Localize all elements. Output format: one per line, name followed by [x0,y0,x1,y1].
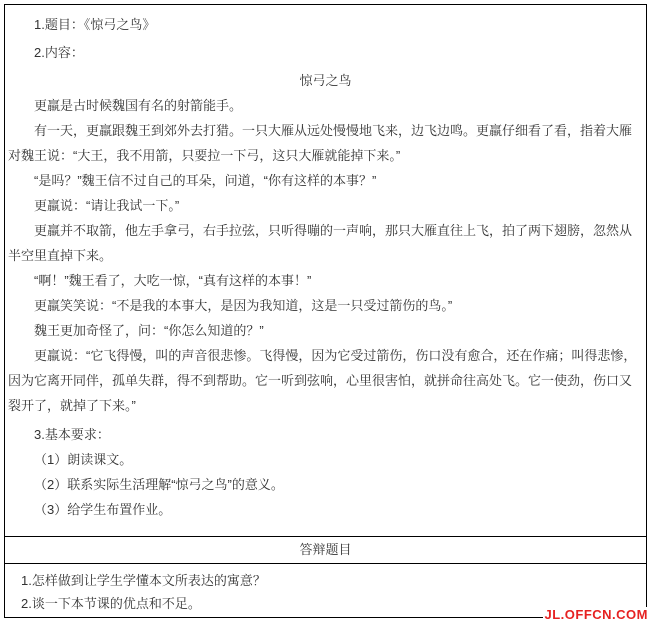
story-title: 惊弓之鸟 [299,73,352,88]
requirement-item: （2）联系实际生活理解“惊弓之鸟”的意义。 [34,477,284,492]
defense-question: 1.怎样做到让学生学懂本文所表达的寓意？ [21,573,266,588]
question-title-line: 1.题目：《惊弓之鸟》 [34,17,156,32]
requirement-item: （3）给学生布置作业。 [34,502,172,517]
defense-section-title: 答辩题目 [5,536,646,563]
defense-question: 2.谈一下本节课的优点和不足。 [21,596,201,611]
question-content-cell [5,5,646,536]
story-paragraph: 更羸说：“它飞得慢，叫的声音很悲惨。飞得慢，因为它受过箭伤，伤口没有愈合，还在作痛；叫得悲惨，因为它离开同伴，孤单失群，得不到帮助。它一听到弦响，心里很害怕，就拼命往高处飞。它一使劲，伤口又裂开了，就掉了下来。” [8,348,637,413]
requirements-label: 3.基本要求： [34,427,110,442]
question-content-label: 2.内容： [34,45,84,60]
story-paragraph: 更羸笑笑说：“不是我的本事大，是因为我知道，这是一只受过箭伤的鸟。” [34,298,453,313]
story-paragraph: 更羸并不取箭，他左手拿弓，右手拉弦，只听得嘣的一声响，那只大雁直往上飞，拍了两下翅膀，忽然从半空里直掉下来。 [8,223,633,263]
requirement-item: （1）朗读课文。 [34,452,133,467]
story-paragraph: 魏王更加奇怪了，问：“你怎么知道的？” [34,323,264,338]
story-paragraph: 有一天，更羸跟魏王到郊外去打猎。一只大雁从远处慢慢地飞来，边飞边鸣。更羸仔细看了看，指着大雁对魏王说：“大王，我不用箭，只要拉一下弓，这只大雁就能掉下来。” [8,123,633,163]
story-paragraph: 更羸说：“请让我试一下。” [34,198,180,213]
story-paragraph: “啊！”魏王看了，大吃一惊，“真有这样的本事！” [34,273,312,288]
site-watermark: JL.OFFCN.COM [544,607,648,622]
story-paragraph: “是吗？”魏王信不过自己的耳朵，问道，“你有这样的本事？” [34,173,377,188]
story-paragraph: 更羸是古时候魏国有名的射箭能手。 [34,98,243,113]
exam-question-card [4,4,647,618]
